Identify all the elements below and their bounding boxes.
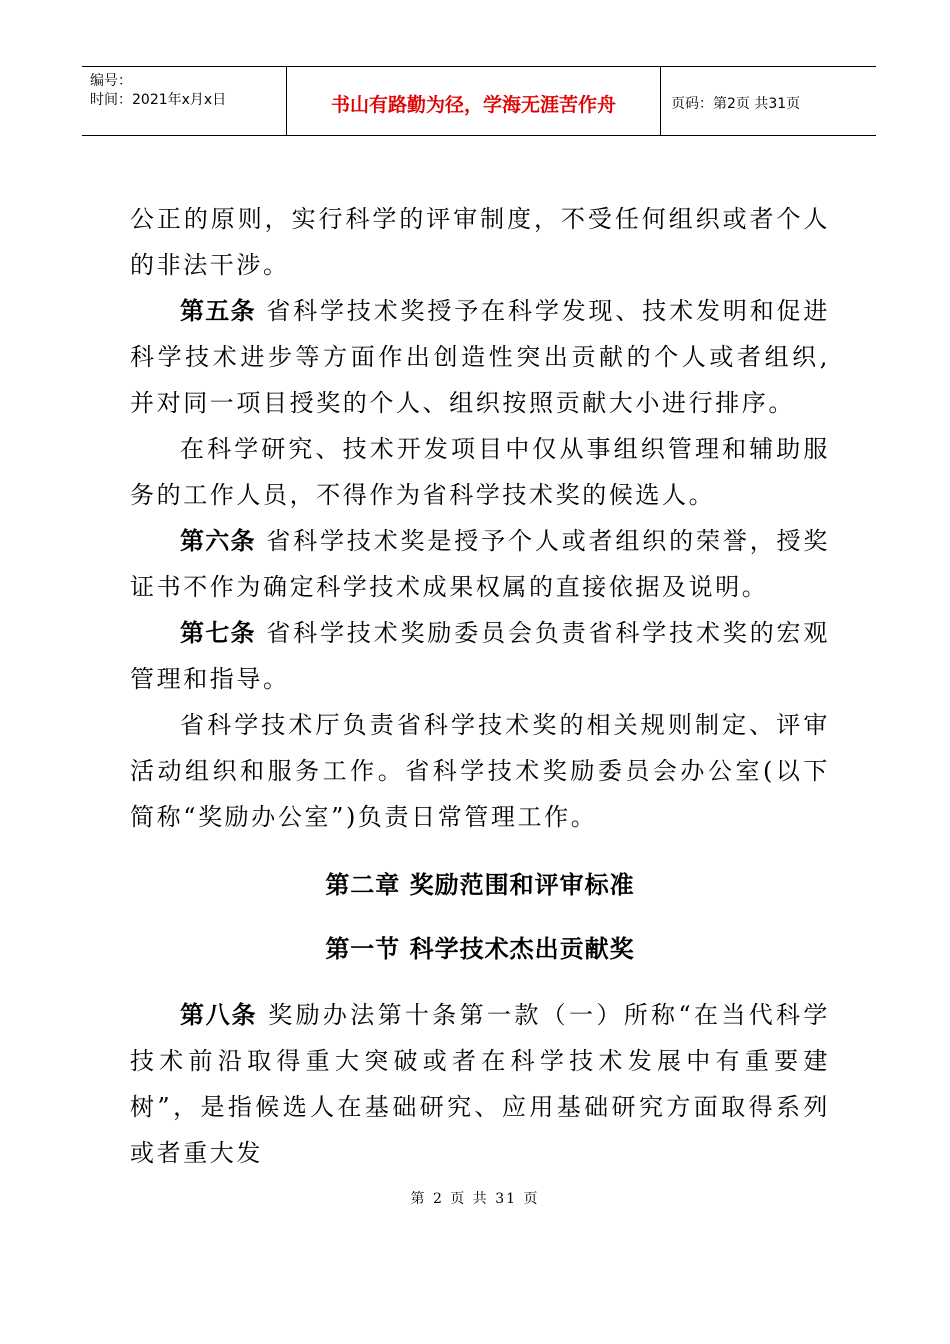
- article-6: [130, 518, 830, 610]
- article-5-label: 第五条: [180, 297, 256, 325]
- paragraph-continuation: 公正的原则，实行科学的评审制度，不受任何组织或者个人的非法干涉。: [130, 205, 830, 279]
- header-meta-cell: [82, 67, 287, 135]
- article-7: [130, 610, 830, 702]
- header-motto-cell: [287, 67, 661, 135]
- header-page-cell: [661, 67, 876, 135]
- document-time-label: 时间：2021年x月x日: [90, 92, 227, 108]
- paragraph-office-duties: 省科学技术厅负责省科学技术奖的相关规则制定、评审活动组织和服务工作。省科学技术奖励委员会办公室(以下简称“奖励办公室”)负责日常管理工作。: [130, 711, 830, 831]
- article-8-label: 第八条: [180, 1001, 258, 1029]
- article-6-text: 省科学技术奖是授予个人或者组织的荣誉，授奖证书不作为确定科学技术成果权属的直接依据及说明。: [130, 527, 831, 601]
- article-6-label: 第六条: [180, 527, 256, 555]
- document-number-label: 编号：: [90, 73, 132, 89]
- page-footer: 第 2 页 共 31 页: [410, 1191, 540, 1207]
- document-body: [130, 196, 830, 1176]
- article-7-label: 第七条: [180, 619, 256, 647]
- section-heading: 第一节 科学技术杰出贡献奖: [325, 935, 635, 963]
- chapter-heading: 第二章 奖励范围和评审标准: [325, 871, 635, 899]
- header-page-code: 页码：第2页 共31页: [671, 96, 801, 112]
- article-8: [130, 992, 830, 1176]
- article-8-text: 奖励办法第十条第一款（一）所称“在当代科学技术前沿取得重大突破或者在科学技术发展中有重要建树”，是指候选人在基础研究、应用基础研究方面取得系列或者重大发: [130, 1001, 831, 1167]
- article-5: [130, 288, 830, 426]
- paragraph-staff-exclusion: 在科学研究、技术开发项目中仅从事组织管理和辅助服务的工作人员，不得作为省科学技术奖的候选人。: [130, 435, 830, 509]
- article-5-text: 省科学技术奖授予在科学发现、技术发明和促进科学技术进步等方面作出创造性突出贡献的个人或者组织,并对同一项目授奖的个人、组织按照贡献大小进行排序。: [130, 297, 831, 417]
- header-motto: 书山有路勤为径，学海无涯苦作舟: [330, 93, 616, 116]
- page-header: [82, 66, 876, 136]
- article-7-text: 省科学技术奖励委员会负责省科学技术奖的宏观管理和指导。: [130, 619, 831, 693]
